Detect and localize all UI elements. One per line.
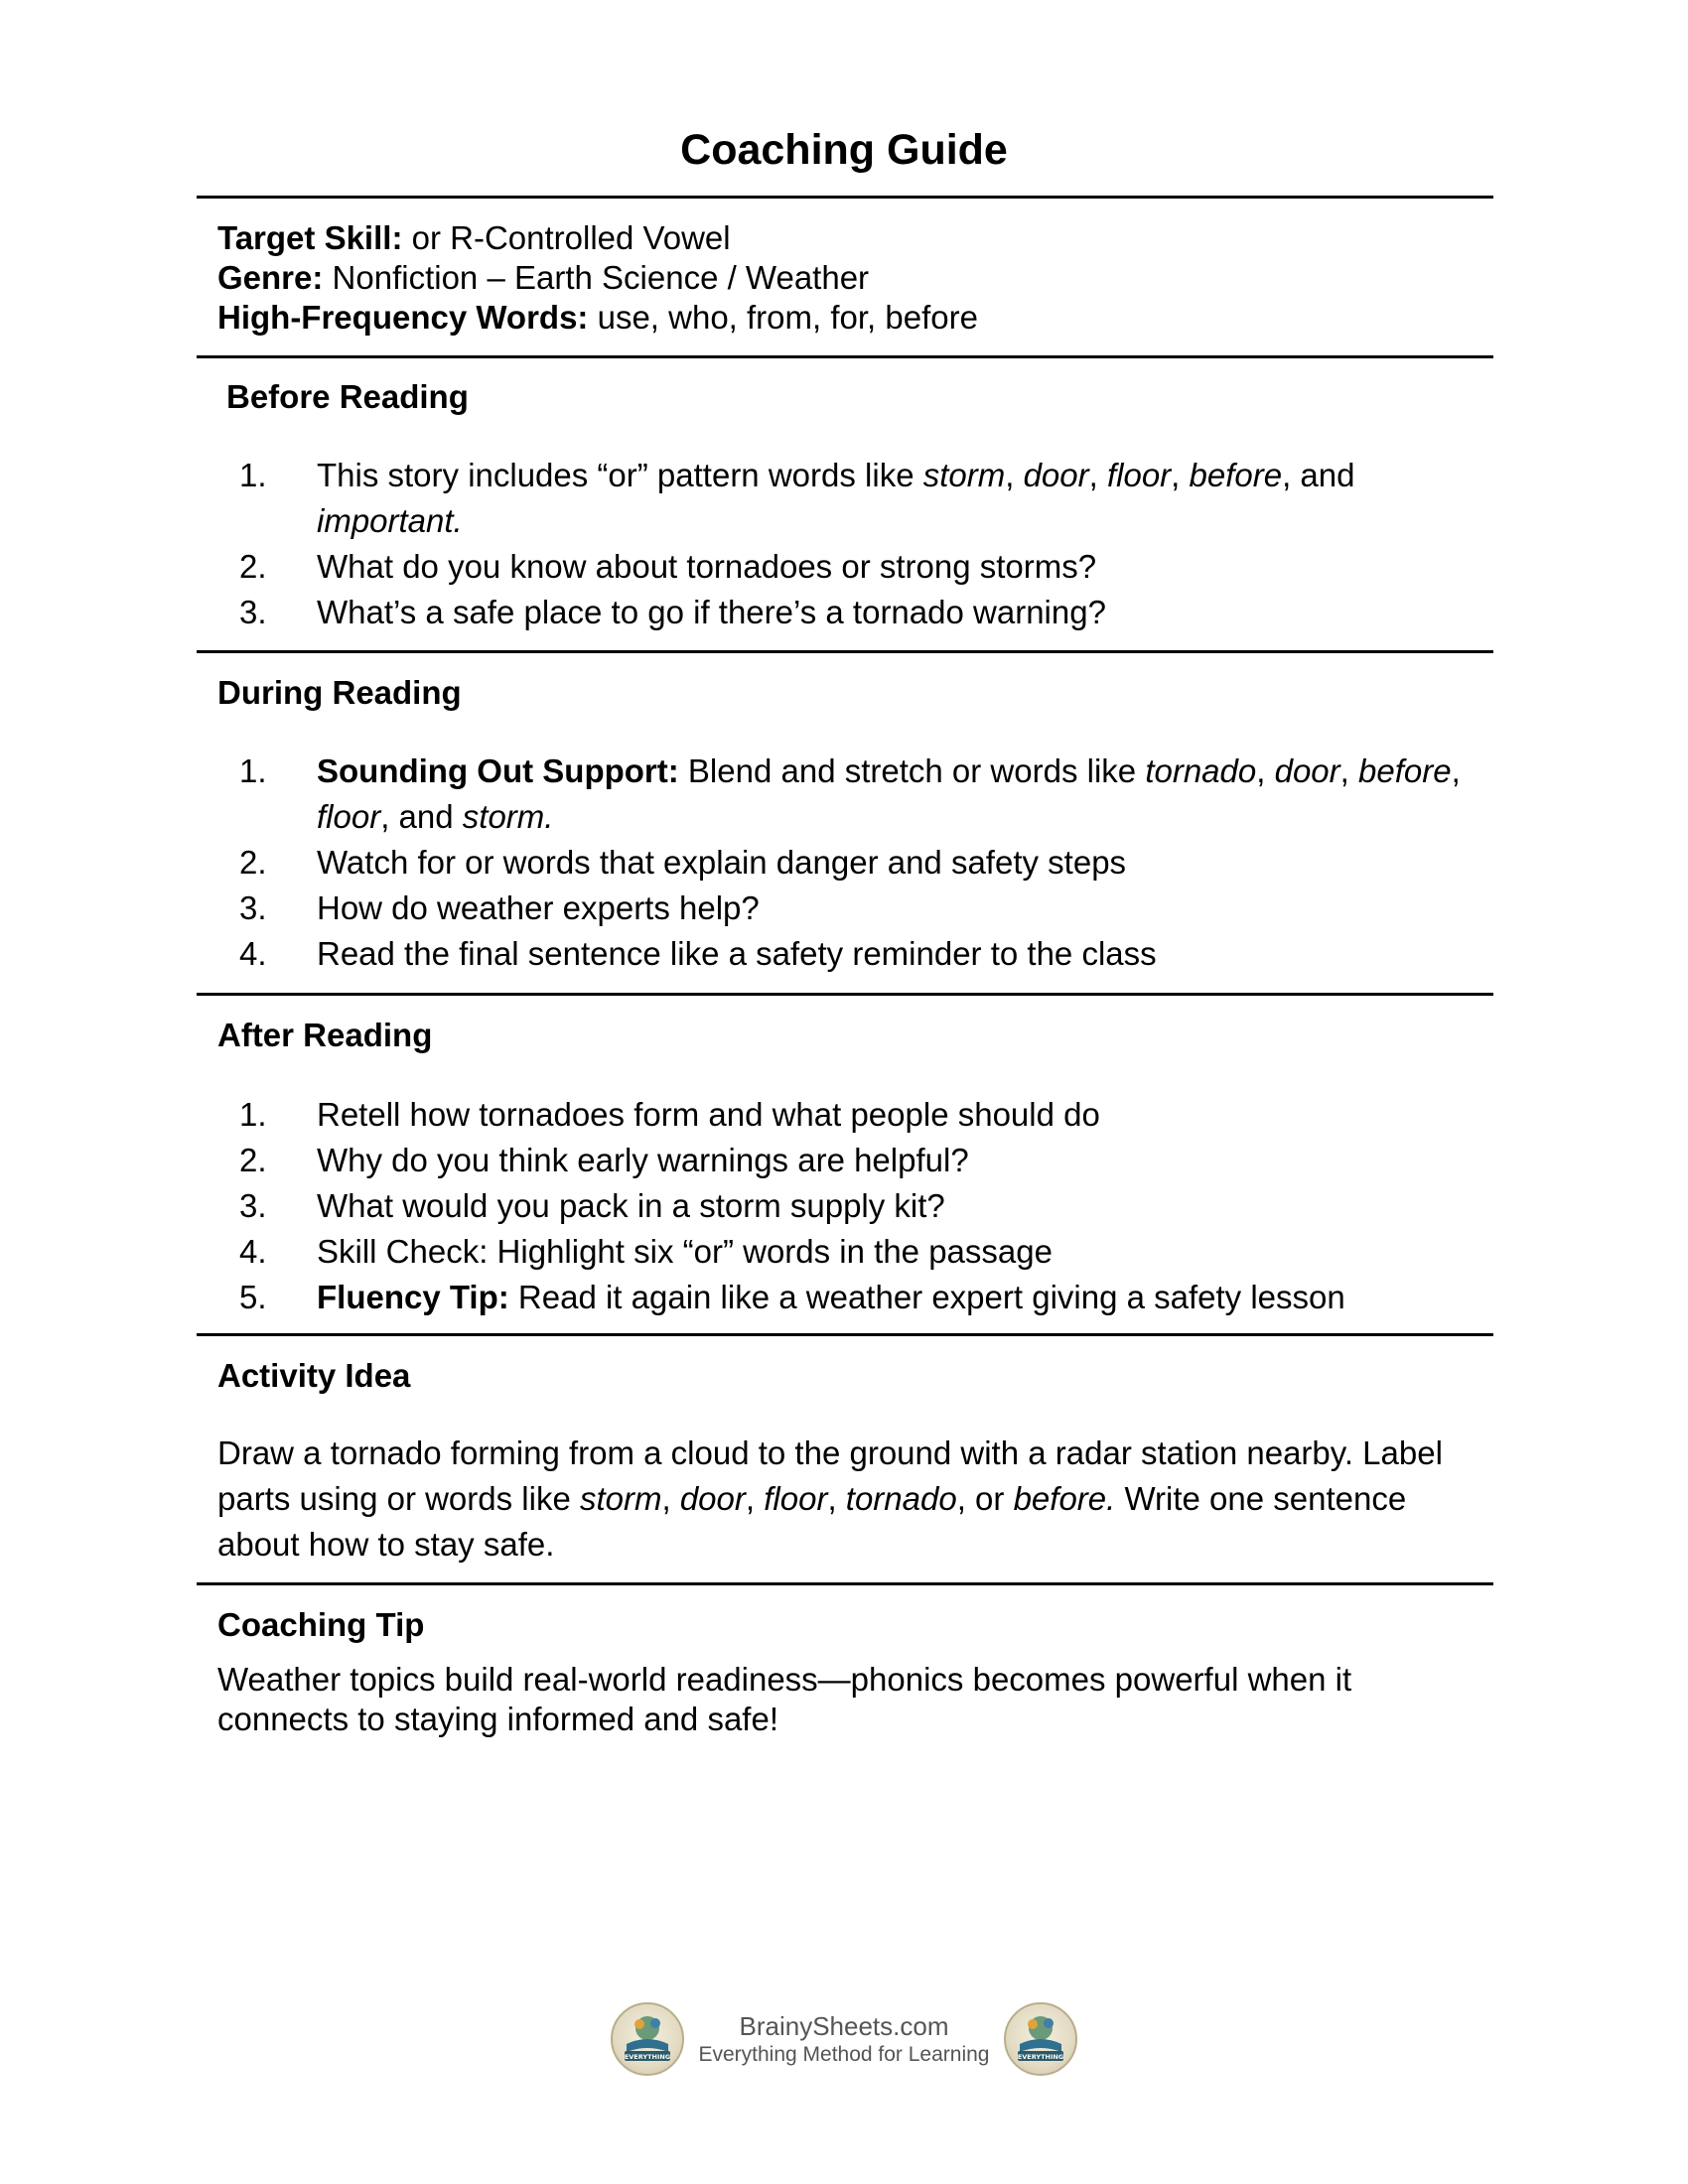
list-number: 2. [239, 1142, 267, 1178]
genre-value: Nonfiction – Earth Science / Weather [323, 259, 870, 296]
genre-label: Genre: [217, 259, 324, 296]
text-run: , [1005, 457, 1024, 493]
text-run: Blend and stretch or words like [678, 752, 1146, 789]
before-reading-heading: Before Reading [226, 378, 469, 415]
list-item [217, 931, 1478, 977]
meta-block [217, 218, 1478, 338]
text-run: , [827, 1480, 846, 1517]
hfw-value: use, who, from, for, before [588, 299, 978, 336]
footer-tagline: Everything Method for Learning [698, 2043, 990, 2066]
list-item [217, 544, 1478, 590]
text-run: This story includes “or” pattern words like [317, 457, 923, 493]
coaching-tip-heading: Coaching Tip [217, 1606, 425, 1643]
logo-text: EVERYTHING [1017, 2053, 1063, 2061]
list-item [217, 590, 1478, 635]
divider [197, 1582, 1493, 1585]
list-item [217, 453, 1478, 544]
list-number: 2. [239, 548, 267, 585]
text-run: What’s a safe place to go if there’s a tornado warning? [317, 594, 1106, 630]
text-run: What do you know about tornadoes or strong storms? [317, 548, 1097, 585]
list-item [217, 840, 1478, 886]
activity-text [217, 1431, 1488, 1568]
text-run: door [679, 1480, 746, 1517]
text-run: floor [1106, 457, 1172, 493]
after-reading-heading: After Reading [217, 1017, 433, 1053]
text-run: floor [317, 798, 381, 835]
text-run: Retell how tornadoes form and what people should do [317, 1096, 1100, 1133]
text-run: , [1171, 457, 1190, 493]
list-number: 3. [239, 1187, 267, 1224]
text-run: , [745, 1480, 765, 1517]
divider [197, 355, 1493, 358]
text-run: How do weather experts help? [317, 889, 760, 926]
text-run: , or [956, 1480, 1014, 1517]
text-run: tornado [1145, 752, 1257, 789]
list-item [217, 1092, 1478, 1138]
text-run: , and [380, 798, 463, 835]
during-reading-heading: During Reading [217, 674, 462, 711]
coaching-tip-text: Weather topics build real-world readiness—phonics becomes powerful when it connects to staying informed and safe! [217, 1661, 1352, 1737]
divider [197, 196, 1493, 199]
text-run: important. [317, 502, 463, 539]
high-frequency-words [217, 298, 1478, 338]
text-run: What would you pack in a storm supply kit? [317, 1187, 945, 1224]
list-item [217, 1229, 1478, 1275]
text-run: , [1088, 457, 1107, 493]
text-run: storm [579, 1480, 662, 1517]
list-number: 2. [239, 844, 267, 881]
footer-text [698, 2010, 989, 2068]
divider [197, 993, 1493, 996]
list-item [217, 749, 1478, 840]
text-run: Read it again like a weather expert giving a safety lesson [508, 1279, 1345, 1315]
text-run: Why do you think early warnings are helpful? [317, 1142, 969, 1178]
hfw-label: High-Frequency Words: [217, 299, 589, 336]
text-run: floor [764, 1480, 828, 1517]
text-run: before [1189, 457, 1283, 493]
target-skill [217, 218, 1478, 258]
text-run: Sounding Out Support: [317, 752, 679, 789]
text-run: storm. [462, 798, 554, 835]
list-item [217, 886, 1478, 931]
list-item [217, 1138, 1478, 1183]
text-run: , [1339, 752, 1358, 789]
text-run: before. [1013, 1480, 1116, 1517]
divider [197, 650, 1493, 653]
list-number: 3. [239, 889, 267, 926]
activity-heading: Activity Idea [217, 1357, 411, 1394]
page-title: Coaching Guide [680, 126, 1008, 174]
text-run: storm [922, 457, 1006, 493]
target-skill-label: Target Skill: [217, 219, 403, 256]
text-run: Write one sentence about how to stay safe. [217, 1480, 1407, 1563]
text-run: Read the final sentence like a safety reminder to the class [317, 935, 1157, 972]
text-run: , and [1282, 457, 1355, 493]
text-run: , [1256, 752, 1275, 789]
list-number: 1. [239, 752, 267, 789]
list-number: 4. [239, 935, 267, 972]
text-run: door [1274, 752, 1340, 789]
divider [197, 1333, 1493, 1336]
list-item [217, 1275, 1478, 1320]
list-number: 3. [239, 594, 267, 630]
list-number: 1. [239, 1096, 267, 1133]
text-run: Watch for or words that explain danger and safety steps [317, 844, 1127, 881]
text-run: door [1023, 457, 1089, 493]
brainysheets-logo [1004, 2002, 1077, 2076]
text-run: , [1451, 752, 1461, 789]
target-skill-value: or R-Controlled Vowel [402, 219, 731, 256]
footer-site: BrainySheets.com [739, 2011, 949, 2041]
text-run: Skill Check: Highlight six “or” words in the passage [317, 1233, 1053, 1270]
list-number: 1. [239, 457, 267, 493]
logo-text: EVERYTHING [625, 2053, 671, 2061]
before-reading-list [217, 453, 1478, 635]
list-number: 5. [239, 1279, 267, 1315]
text-run: Draw a tornado forming from a cloud to the ground with a radar station nearby. Label parts using or words like [217, 1434, 1443, 1517]
during-reading-list [217, 749, 1478, 977]
text-run: tornado [845, 1480, 957, 1517]
text-run: , [661, 1480, 680, 1517]
after-reading-list [217, 1092, 1478, 1320]
footer [0, 1999, 1688, 2079]
text-run: Fluency Tip: [317, 1279, 509, 1315]
list-number: 4. [239, 1233, 267, 1270]
genre [217, 258, 1478, 298]
list-item [217, 1183, 1478, 1229]
text-run: before [1358, 752, 1452, 789]
brainysheets-logo [611, 2002, 684, 2076]
